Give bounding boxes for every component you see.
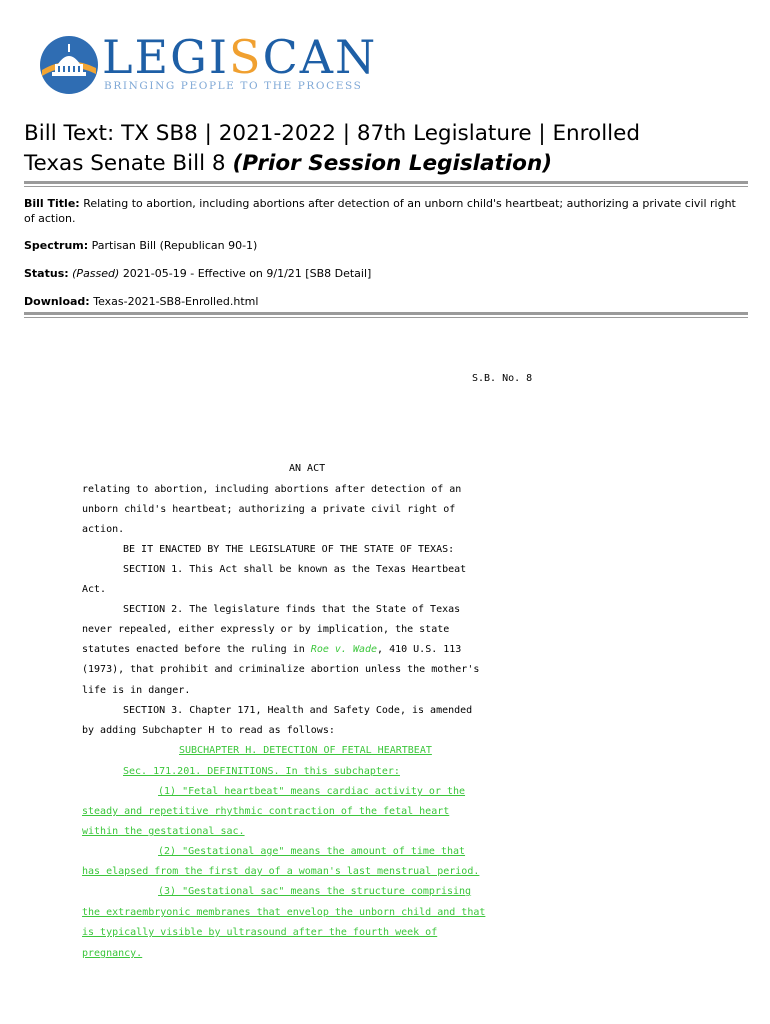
subchapter-heading: SUBCHAPTER H. DETECTION OF FETAL HEARTBEAT	[179, 745, 432, 756]
inserted-text-line: (1) "Fetal heartbeat" means cardiac activity or the	[158, 786, 466, 797]
spectrum-label: Spectrum:	[24, 239, 89, 252]
logo-wordmark-s: S	[229, 30, 263, 84]
section-2-text: , 410 U.S. 113	[377, 644, 462, 655]
inserted-text-line: the extraembryonic membranes that envelop the unborn child and that	[82, 907, 486, 918]
status-label: Status:	[24, 267, 69, 280]
title-divider	[24, 181, 748, 184]
title-line-2	[24, 149, 640, 179]
legiscan-logo[interactable]	[38, 30, 378, 96]
logo-wordmark-a: LEGI	[102, 30, 230, 84]
title-line-1: Bill Text: TX SB8 | 2021-2022 | 87th Legislature | Enrolled	[24, 121, 641, 146]
download-row	[24, 294, 744, 309]
inserted-text-line: within the gestational sac.	[82, 826, 245, 837]
section-2-line: (1973), that prohibit and criminalize abortion unless the mother's	[82, 664, 480, 675]
bill-title-row	[24, 196, 744, 226]
bill-number: S.B. No. 8	[472, 373, 533, 384]
caption-line: unborn child's heartbeat; authorizing a private civil right of	[82, 504, 456, 515]
caption-line: action.	[82, 524, 125, 535]
title-bill-name: Texas Senate Bill 8	[24, 151, 226, 176]
prior-session-label: (Prior Session Legislation)	[232, 151, 553, 176]
page-title	[24, 119, 640, 179]
capitol-dome-icon	[38, 34, 100, 96]
status-value: 2021-05-19 - Effective on 9/1/21	[122, 267, 302, 280]
inserted-text-line: (3) "Gestational sac" means the structure comprising	[158, 886, 472, 897]
inserted-text-line: pregnancy.	[82, 948, 143, 959]
section-3-line: by adding Subchapter H to read as follows:	[82, 725, 335, 736]
section-1-line: SECTION 1. This Act shall be known as the Texas Heartbeat	[123, 564, 467, 575]
status-passed: (Passed)	[72, 267, 120, 280]
inserted-text-line: (2) "Gestational age" means the amount of time that	[158, 846, 466, 857]
an-act-heading: AN ACT	[289, 463, 326, 474]
logo-tagline: BRINGING PEOPLE TO THE PROCESS	[104, 80, 363, 92]
caption-line: relating to abortion, including abortions after detection of an	[82, 484, 462, 495]
download-link[interactable]: Texas-2021-SB8-Enrolled.html	[93, 295, 259, 308]
section-1-line: Act.	[82, 584, 107, 595]
section-2-line: life is in danger.	[82, 685, 191, 696]
section-heading: Sec. 171.201. DEFINITIONS. In this subchapter:	[123, 766, 400, 777]
meta-divider	[24, 312, 748, 315]
section-2-line: never repealed, either expressly or by implication, the state	[82, 624, 450, 635]
bill-detail-link[interactable]: [SB8 Detail]	[305, 267, 372, 280]
download-label: Download:	[24, 295, 90, 308]
section-2-text: statutes enacted before the ruling in	[82, 644, 305, 655]
section-3-line: SECTION 3. Chapter 171, Health and Safety Code, is amended	[123, 705, 473, 716]
case-citation: Roe v. Wade	[310, 644, 378, 655]
section-2-line: SECTION 2. The legislature finds that the State of Texas	[123, 604, 461, 615]
inserted-text-line: has elapsed from the first day of a woman's last menstrual period.	[82, 866, 480, 877]
spectrum-row	[24, 238, 744, 253]
section-2-line	[82, 644, 461, 655]
logo-wordmark	[102, 32, 377, 82]
bill-title-label: Bill Title:	[24, 197, 80, 210]
bill-title-value: Relating to abortion, including abortions after detection of an unborn child's heartbeat; authorizing a private civil right of action.	[24, 197, 736, 225]
status-row	[24, 266, 744, 281]
inserted-text-line: is typically visible by ultrasound after the fourth week of	[82, 927, 438, 938]
inserted-text-line: steady and repetitive rhythmic contraction of the fetal heart	[82, 806, 450, 817]
spectrum-value: Partisan Bill (Republican 90-1)	[91, 239, 258, 252]
enacting-clause: BE IT ENACTED BY THE LEGISLATURE OF THE STATE OF TEXAS:	[123, 544, 455, 555]
logo-wordmark-b: CAN	[262, 30, 378, 84]
